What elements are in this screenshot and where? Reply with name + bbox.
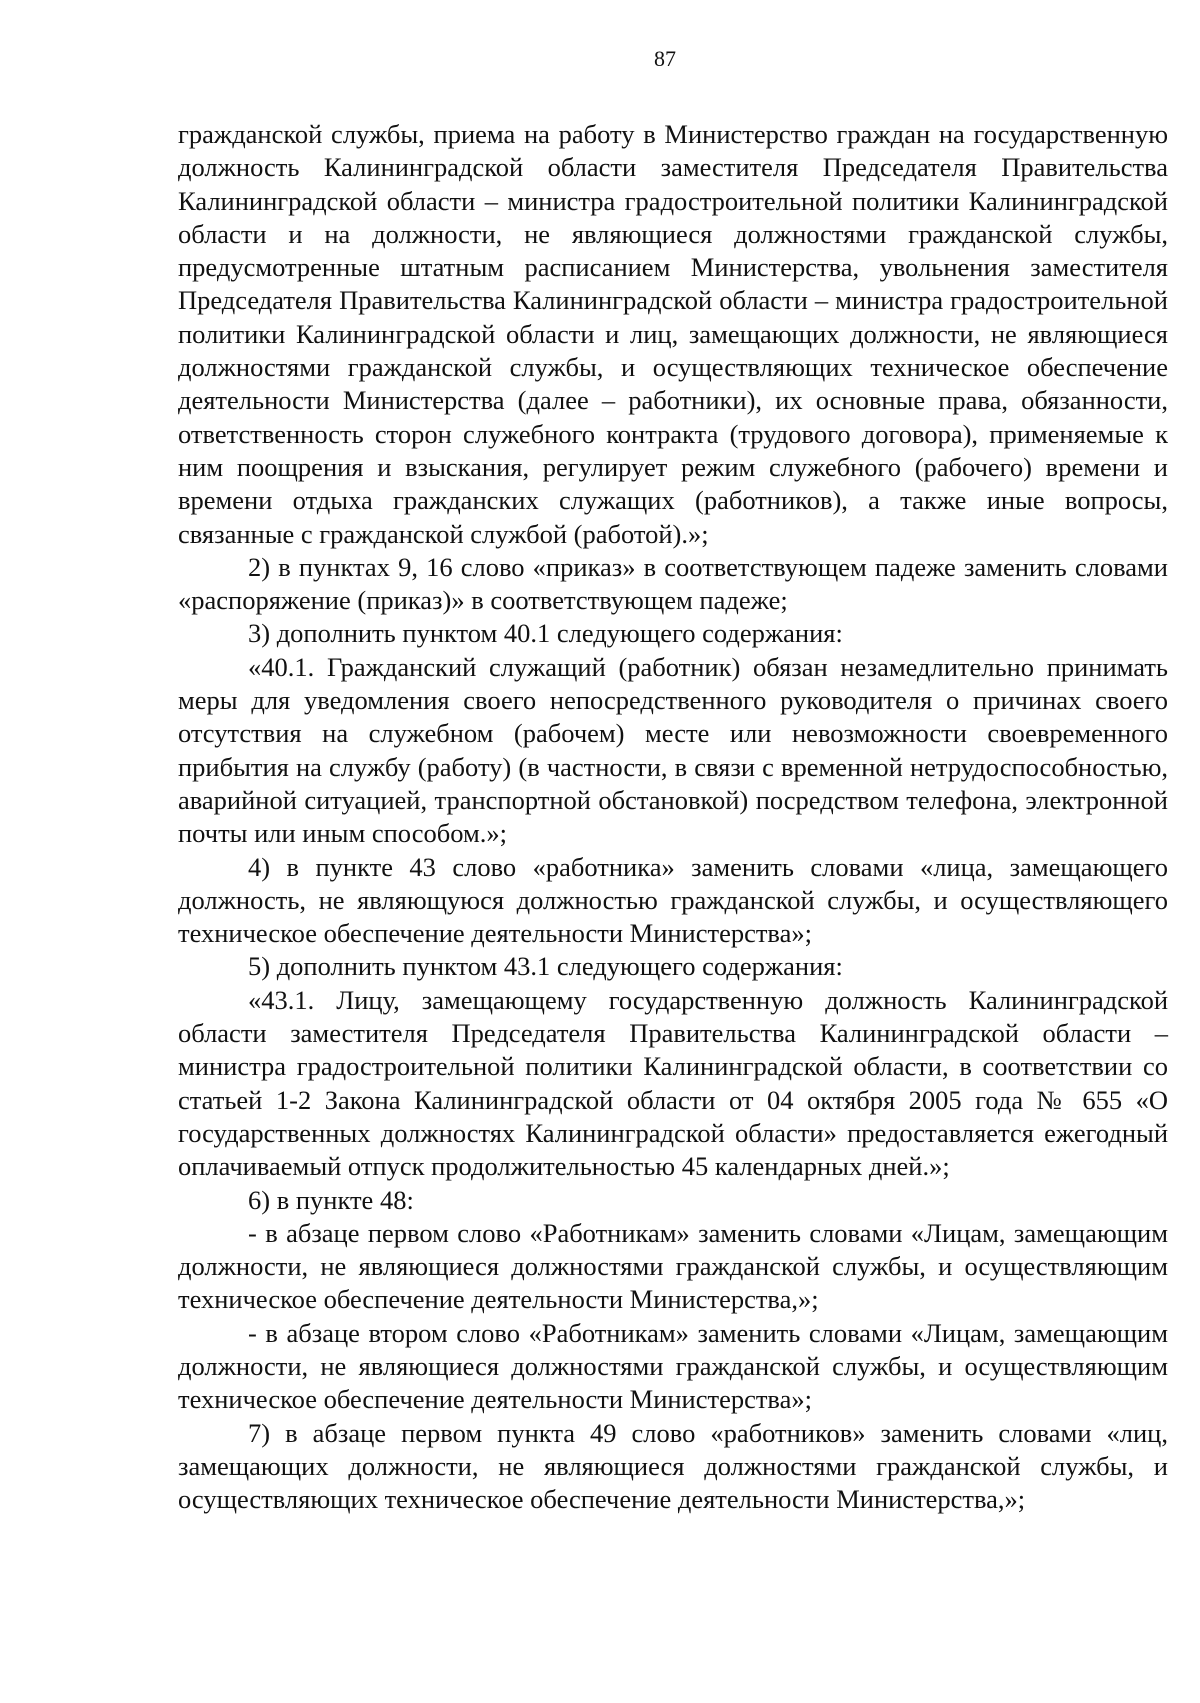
page-number: 87 [654, 46, 676, 71]
paragraph-item-5: 5) дополнить пунктом 43.1 следующего содержания: [248, 951, 843, 982]
paragraph-quote-43-1: «43.1. Лицу, замещающему государственную должность Калининградской области заместителя Председателя Правительства Калининградской области – министра градостроительной политики Калининградской области, в соответствии со статьей 1-2 Закона Калининградской области от 04 октября 2005 года № 655 «О государственных должностях Калининградской области» предоставляется ежегодный оплачиваемый отпуск продолжительностью 45 календарных дней.»; [178, 984, 1168, 1182]
paragraph-item-7: 7) в абзаце первом пункта 49 слово «работников» заменить словами «лиц, замещающих должности, не являющиеся должностями гражданской службы, и осуществляющих техническое обеспечение деятельности Министерства,»; [178, 1417, 1168, 1515]
paragraph-item-3: 3) дополнить пунктом 40.1 следующего содержания: [248, 618, 843, 649]
paragraph-item-2: 2) в пунктах 9, 16 слово «приказ» в соответствующем падеже заменить словами «распоряжение (приказ)» в соответствующем падеже; [178, 551, 1168, 616]
paragraph-continuation: гражданской службы, приема на работу в Министерство граждан на государственную должность Калининградской области заместителя Председателя Правительства Калининградской области – министра градостроительной политики Калининградской области и на должности, не являющиеся должностями гражданской службы, предусмотренные штатным расписанием Министерства, увольнения заместителя Председателя Правительства Калининградской области – министра градостроительной политики Калининградской области и лиц, замещающих должности, не являющиеся должностями гражданской службы, и осуществляющих техническое обеспечение деятельности Министерства (далее – работники), их основные права, обязанности, ответственность сторон служебного контракта (трудового договора), применяемые к ним поощрения и взыскания, регулирует режим служебного (рабочего) времени и времени отдыха гражданских служащих (работников), а также иные вопросы, связанные с гражданской службой (работой).»; [178, 119, 1168, 549]
paragraph-item-4: 4) в пункте 43 слово «работника» заменить словами «лица, замещающего должность, не являющуюся должностью гражданской службы, и осуществляющего техническое обеспечение деятельности Министерства»; [178, 851, 1168, 949]
paragraph-quote-40-1: «40.1. Гражданский служащий (работник) обязан незамедлительно принимать меры для уведомления своего непосредственного руководителя о причинах своего отсутствия на служебном (рабочем) месте или невозможности своевременного прибытия на службу (работу) (в частности, в связи с временной нетрудоспособностью, аварийной ситуацией, транспортной обстановкой) посредством телефона, электронной почты или иным способом.»; [178, 651, 1168, 849]
document-body [178, 118, 1168, 1516]
paragraph-item-6: 6) в пункте 48: [248, 1184, 414, 1215]
paragraph-item-6-first: - в абзаце первом слово «Работникам» заменить словами «Лицам, замещающим должности, не являющиеся должностями гражданской службы, и осуществляющим техническое обеспечение деятельности Министерства,»; [178, 1217, 1168, 1315]
paragraph-item-6-second: - в абзаце втором слово «Работникам» заменить словами «Лицам, замещающим должности, не являющиеся должностями гражданской службы, и осуществляющим техническое обеспечение деятельности Министерства»; [178, 1317, 1168, 1415]
